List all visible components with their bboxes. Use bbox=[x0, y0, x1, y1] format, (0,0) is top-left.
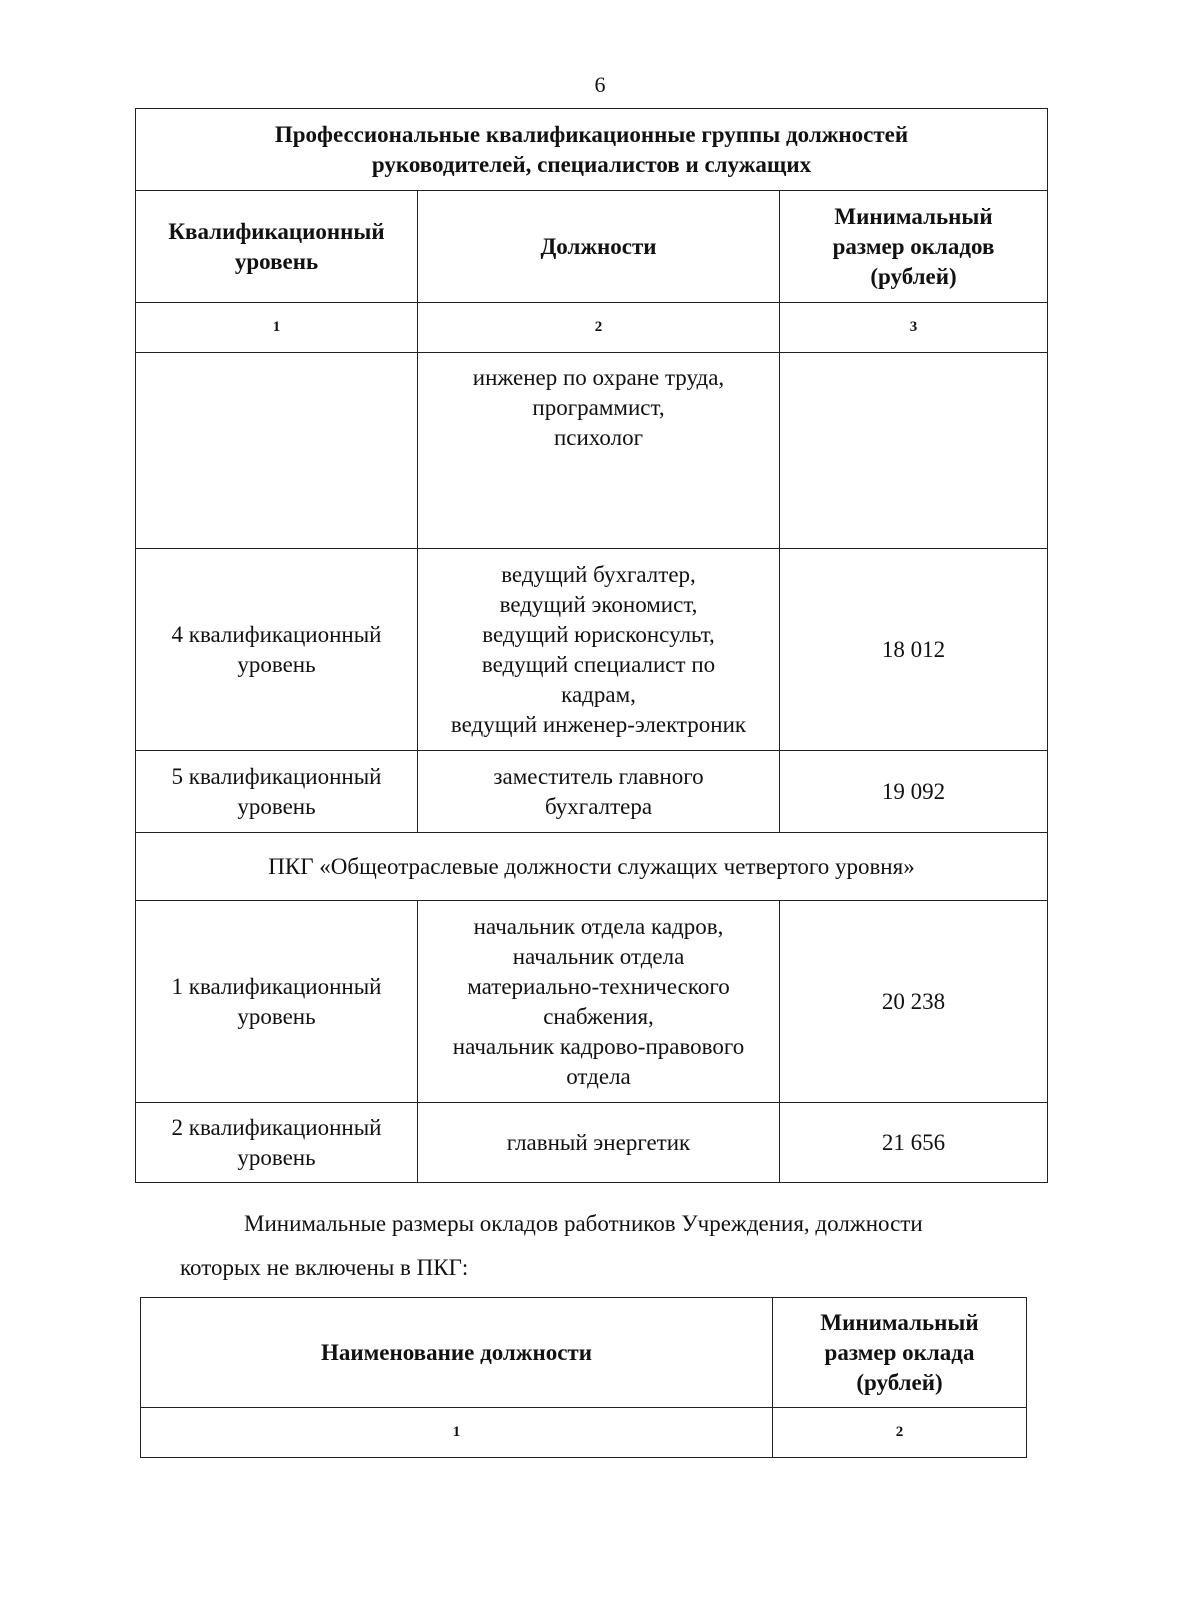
header-position-name: Наименование должности bbox=[141, 1298, 773, 1408]
header-min-salary: Минимальный размер оклада (рублей) bbox=[773, 1298, 1027, 1408]
column-number-row bbox=[136, 303, 1048, 353]
header-row bbox=[141, 1298, 1027, 1408]
positions: начальник отдела кадров, начальник отдела материально-технического снабжения, начальник кадрово-правового отдела bbox=[418, 901, 780, 1103]
table-row bbox=[136, 549, 1048, 751]
qualification-groups-table bbox=[135, 108, 1048, 1183]
qualification-level bbox=[136, 353, 418, 549]
positions: главный энергетик bbox=[418, 1103, 780, 1183]
salary: 19 092 bbox=[780, 751, 1048, 833]
header-row bbox=[136, 191, 1048, 303]
column-number: 3 bbox=[780, 303, 1048, 353]
column-number-row bbox=[141, 1408, 1027, 1458]
positions: заместитель главного бухгалтера bbox=[418, 751, 780, 833]
other-positions-table bbox=[140, 1297, 1027, 1458]
column-number: 2 bbox=[418, 303, 780, 353]
group-title: Профессиональные квалификационные группы должностей руководителей, специалистов и служащих bbox=[136, 109, 1048, 191]
qualification-level: 4 квалификационный уровень bbox=[136, 549, 418, 751]
page-number: 6 bbox=[594, 72, 606, 97]
column-number: 1 bbox=[136, 303, 418, 353]
table-row bbox=[136, 1103, 1048, 1183]
subgroup-title: ПКГ «Общеотраслевые должности служащих четвертого уровня» bbox=[136, 833, 1048, 901]
salary: 20 238 bbox=[780, 901, 1048, 1103]
header-positions: Должности bbox=[418, 191, 780, 303]
table-row bbox=[136, 751, 1048, 833]
salary: 18 012 bbox=[780, 549, 1048, 751]
positions: ведущий бухгалтер, ведущий экономист, ведущий юрисконсульт, ведущий специалист по кадрам, ведущий инженер-электроник bbox=[418, 549, 780, 751]
paragraph-line-2: которых не включены в ПКГ: bbox=[180, 1255, 469, 1280]
column-number: 1 bbox=[141, 1408, 773, 1458]
qualification-level: 1 квалификационный уровень bbox=[136, 901, 418, 1103]
column-number: 2 bbox=[773, 1408, 1027, 1458]
paragraph-line-1: Минимальные размеры окладов работников Учреждения, должности bbox=[244, 1211, 923, 1236]
subgroup-title-row bbox=[136, 833, 1048, 901]
table-row bbox=[136, 353, 1048, 549]
salary bbox=[780, 353, 1048, 549]
table-row bbox=[136, 901, 1048, 1103]
table-title-row bbox=[136, 109, 1048, 191]
positions: инженер по охране труда, программист, психолог bbox=[418, 353, 780, 549]
header-qualification-level: Квалификационный уровень bbox=[136, 191, 418, 303]
qualification-level: 2 квалификационный уровень bbox=[136, 1103, 418, 1183]
salary: 21 656 bbox=[780, 1103, 1048, 1183]
qualification-level: 5 квалификационный уровень bbox=[136, 751, 418, 833]
header-min-salary: Минимальный размер окладов (рублей) bbox=[780, 191, 1048, 303]
